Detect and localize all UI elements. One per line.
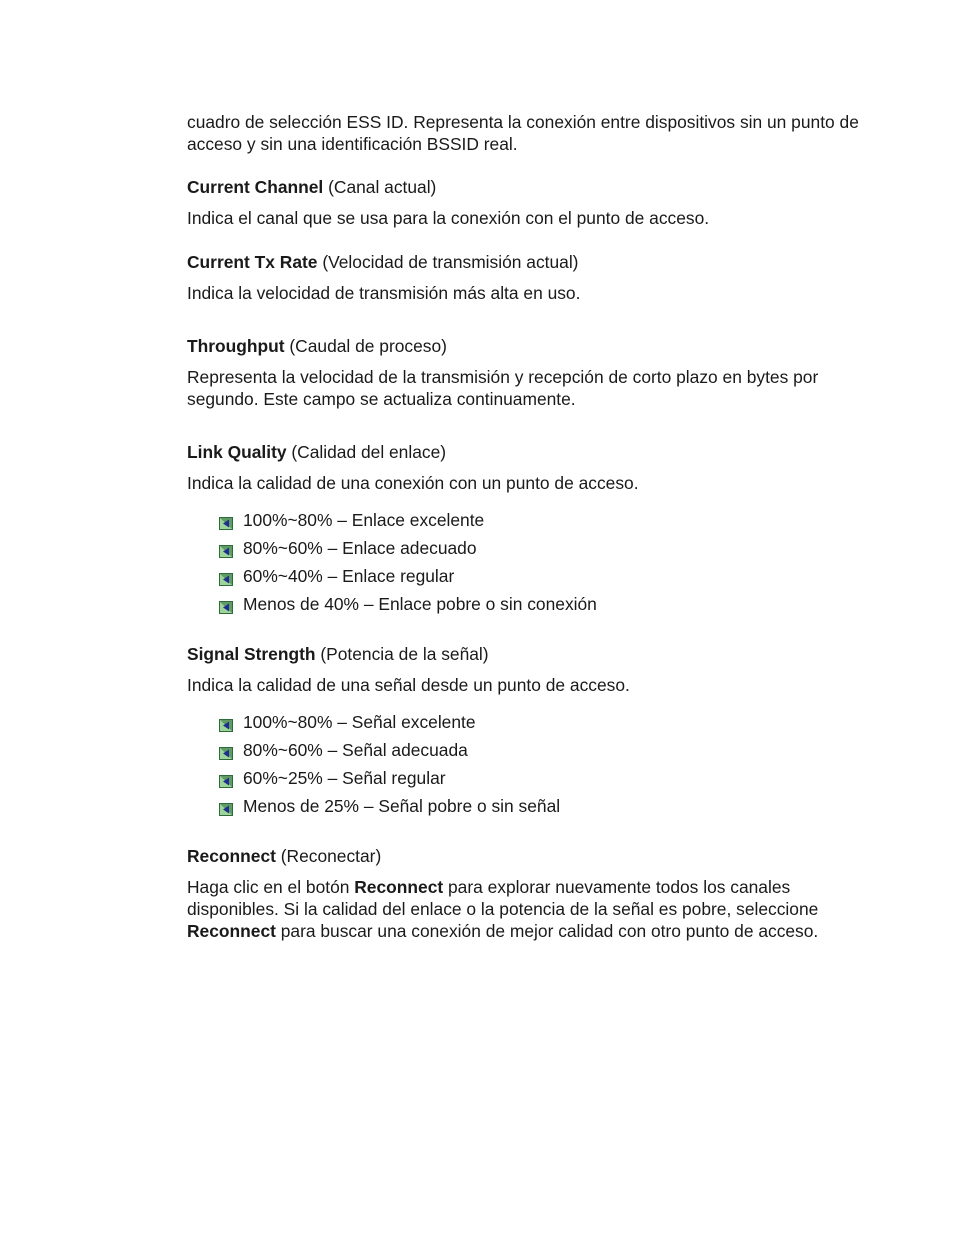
reconnect-description [187, 876, 867, 942]
current-tx-rate-description: Indica la velocidad de transmisión más alta en uso. [187, 283, 581, 303]
list-item [219, 795, 867, 823]
reconnect-translation: (Reconectar) [280, 846, 382, 866]
current-channel-description: Indica el canal que se usa para la conexión con el punto de acceso. [187, 208, 710, 228]
throughput-description: Representa la velocidad de la transmisión y recepción de corto plazo en bytes por segundo. Este campo se actualiza continuamente. [187, 367, 819, 409]
list-item-text: 60%~25% – Señal regular [243, 768, 446, 788]
list-item [219, 767, 867, 795]
current-tx-rate-heading [187, 251, 867, 273]
list-item-text: Menos de 40% – Enlace pobre o sin conexión [243, 594, 597, 614]
signal-strength-description: Indica la calidad de una señal desde un punto de acceso. [187, 675, 630, 695]
signal-bullet-icon [219, 743, 233, 756]
reconnect-term: Reconnect [187, 846, 276, 866]
reconnect-inline-term-2: Reconnect [187, 921, 276, 941]
list-item [219, 565, 867, 593]
list-item-text: 60%~40% – Enlace regular [243, 566, 455, 586]
signal-bullet-icon [219, 771, 233, 784]
link-quality-translation: (Calidad del enlace) [291, 442, 447, 462]
list-item [219, 509, 867, 537]
link-quality-term: Link Quality [187, 442, 287, 462]
list-item [219, 537, 867, 565]
signal-strength-term: Signal Strength [187, 644, 316, 664]
link-quality-list [187, 509, 867, 621]
reconnect-text-3: para buscar una conexión de mejor calidad con otro punto de acceso. [275, 921, 819, 941]
signal-bullet-icon [219, 715, 233, 728]
intro-paragraph: cuadro de selección ESS ID. Representa la conexión entre dispositivos sin un punto de acceso y sin una identificación BSSID real. [187, 112, 859, 154]
list-item-text: 100%~80% – Señal excelente [243, 712, 476, 732]
signal-strength-heading [187, 643, 867, 665]
current-tx-rate-term: Current Tx Rate [187, 252, 318, 272]
current-channel-translation: (Canal actual) [328, 177, 437, 197]
signal-bullet-icon [219, 541, 233, 554]
list-item-text: 100%~80% – Enlace excelente [243, 510, 485, 530]
link-quality-heading [187, 441, 867, 463]
reconnect-text-2: para explorar nuevamente todos los canales disponibles. Si la calidad del enlace o la potencia de la señal es pobre, seleccione [187, 877, 819, 919]
signal-bullet-icon [219, 799, 233, 812]
throughput-term: Throughput [187, 336, 285, 356]
current-channel-term: Current Channel [187, 177, 324, 197]
list-item [219, 593, 867, 621]
document-page [187, 111, 867, 964]
signal-bullet-icon [219, 597, 233, 610]
list-item [219, 711, 867, 739]
link-quality-description: Indica la calidad de una conexión con un punto de acceso. [187, 473, 639, 493]
reconnect-inline-term-1: Reconnect [354, 877, 444, 897]
throughput-translation: (Caudal de proceso) [289, 336, 447, 356]
signal-strength-list [187, 711, 867, 823]
list-item-text: 80%~60% – Enlace adecuado [243, 538, 477, 558]
list-item [219, 739, 867, 767]
reconnect-text-1: Haga clic en el botón [187, 877, 355, 897]
current-channel-heading [187, 176, 867, 198]
throughput-heading [187, 335, 867, 357]
reconnect-heading [187, 845, 867, 867]
list-item-text: 80%~60% – Señal adecuada [243, 740, 468, 760]
signal-bullet-icon [219, 569, 233, 582]
list-item-text: Menos de 25% – Señal pobre o sin señal [243, 796, 561, 816]
signal-bullet-icon [219, 513, 233, 526]
current-tx-rate-translation: (Velocidad de transmisión actual) [322, 252, 579, 272]
signal-strength-translation: (Potencia de la señal) [320, 644, 489, 664]
